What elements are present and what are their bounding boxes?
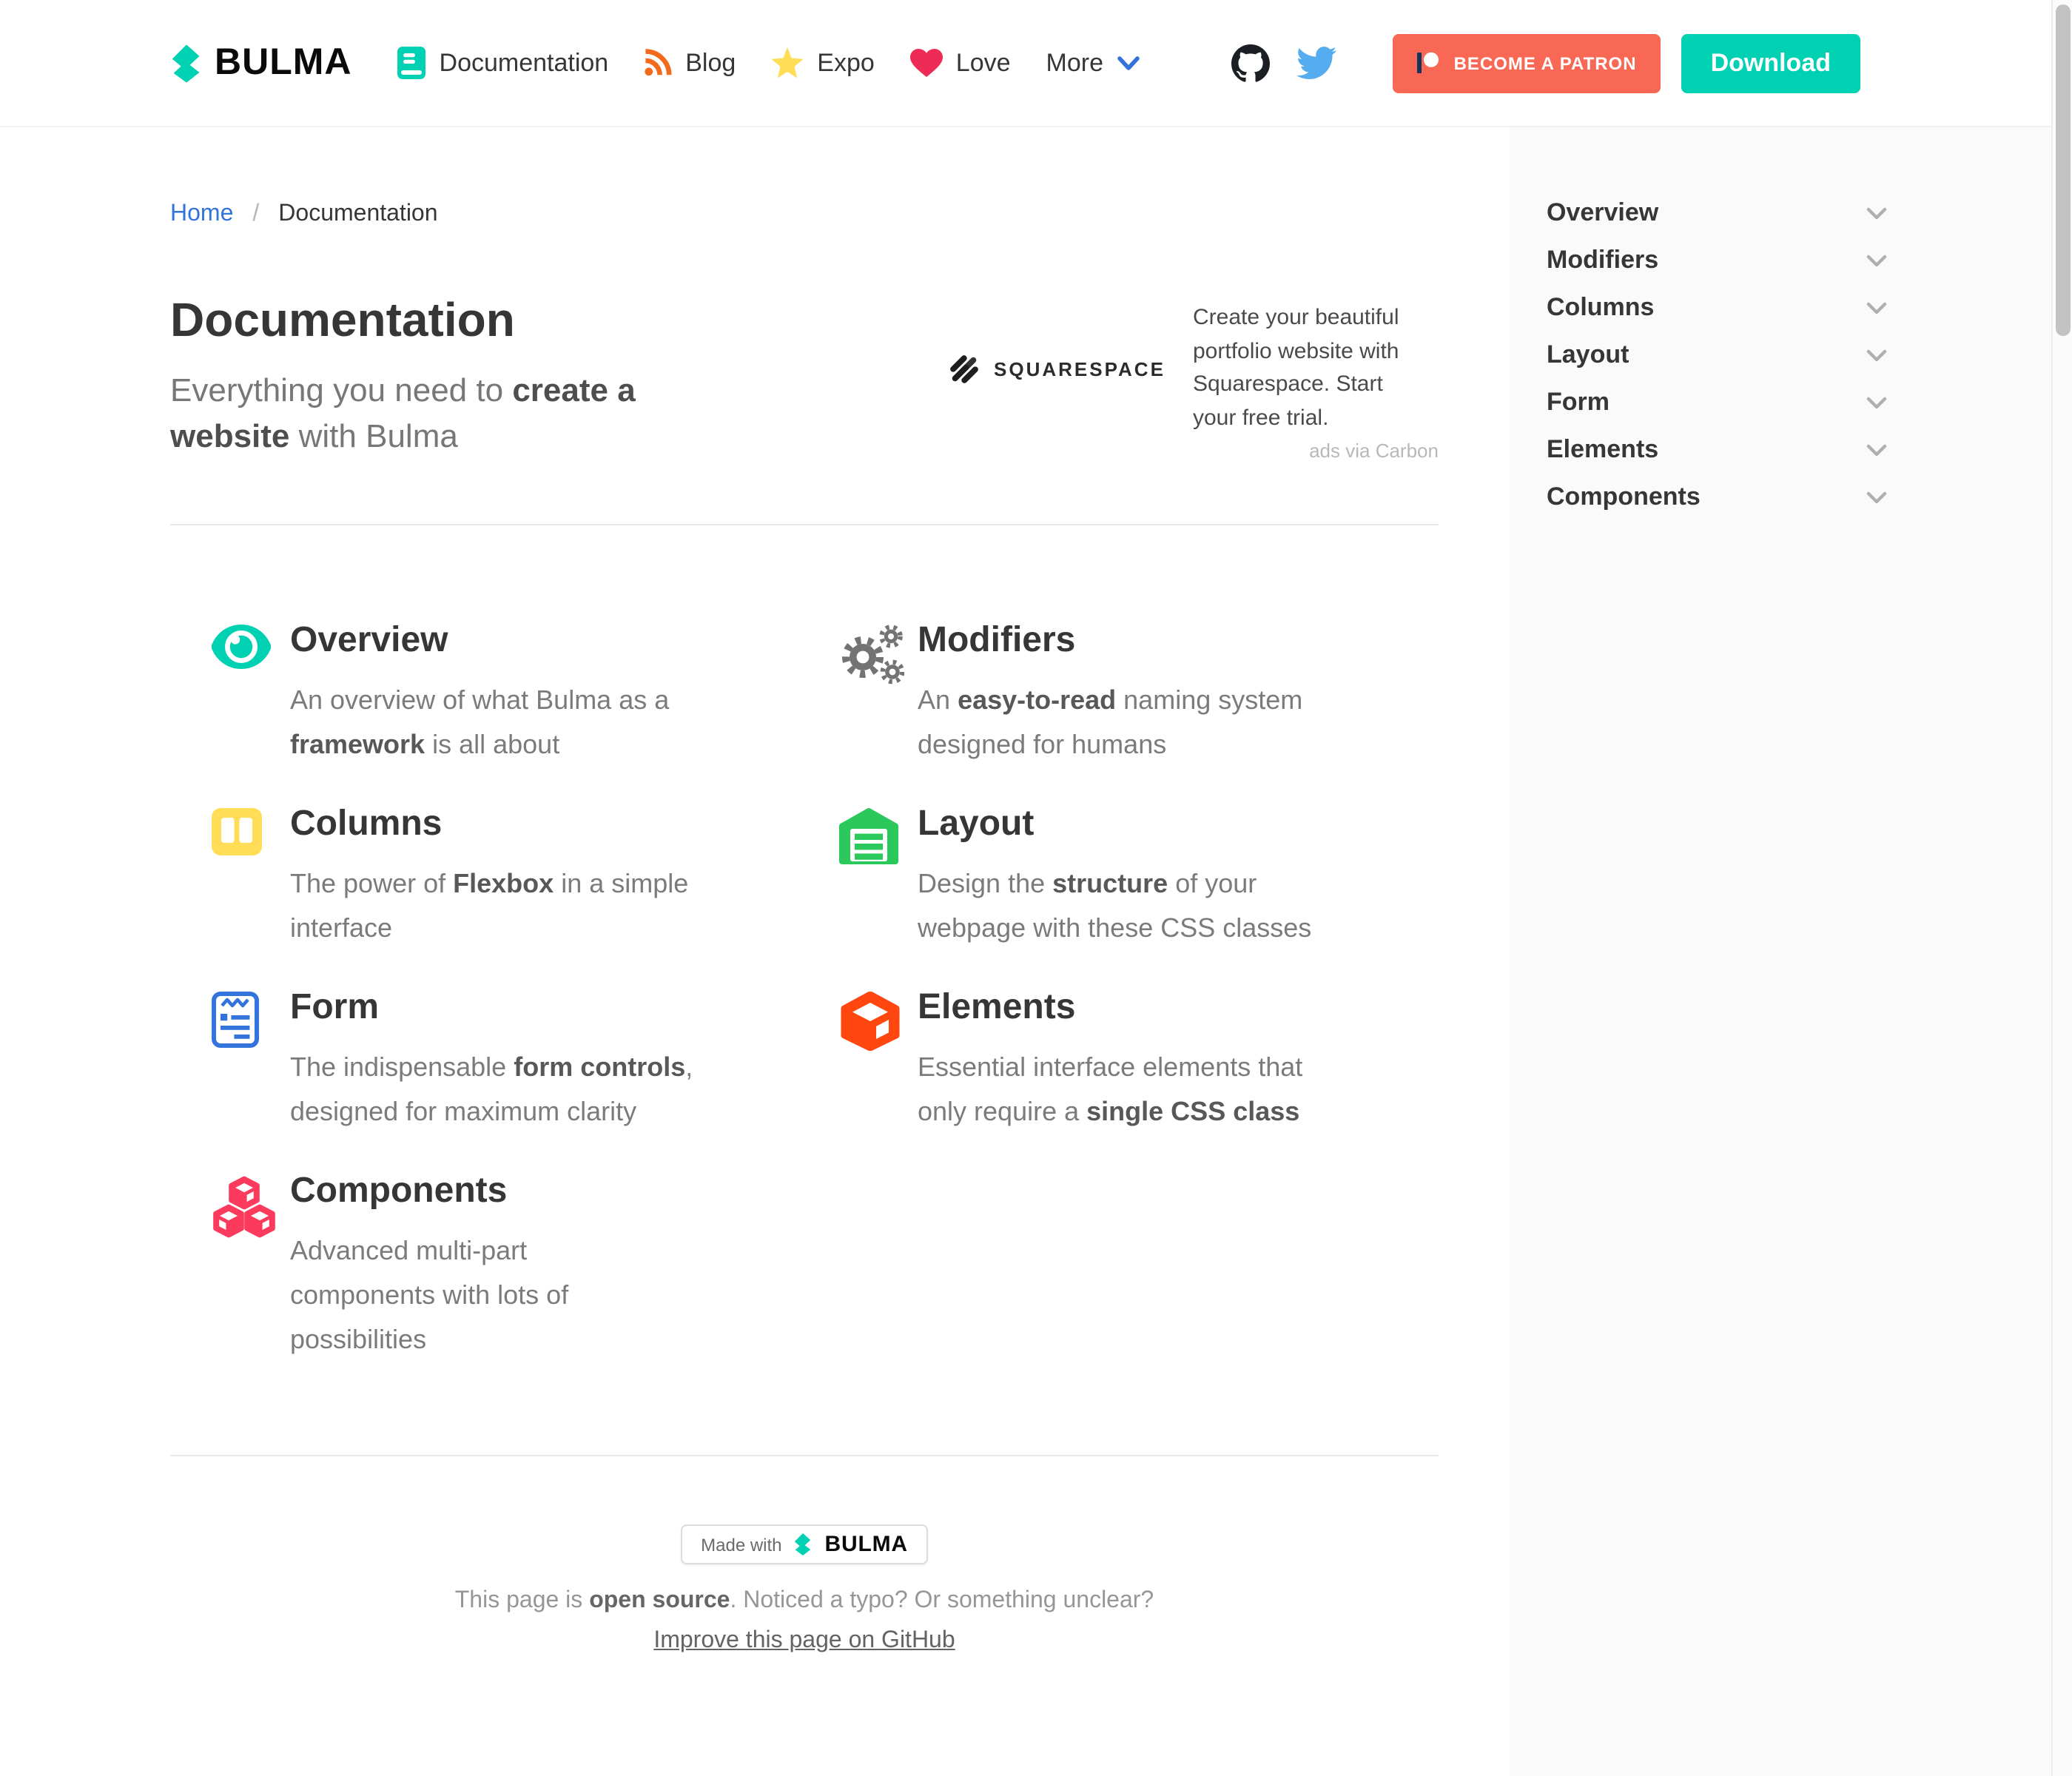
form-clipboard-icon [212,987,277,1134]
nav-label: Love [955,48,1011,76]
sidebar-item-label: Elements [1547,435,1659,463]
chevron-down-icon[interactable] [1866,206,1887,220]
cubes-icon [212,1171,277,1362]
chevron-down-icon[interactable] [1866,396,1887,409]
badge-brand-text: BULMA [824,1532,908,1557]
squarespace-logo[interactable] [918,350,1193,387]
scrollbar-track[interactable] [2051,0,2072,1776]
sidebar-item-label: Columns [1547,293,1655,321]
breadcrumb-home-link[interactable]: Home [170,201,234,226]
made-with-label: Made with [701,1534,782,1555]
chevron-down-icon [1117,56,1139,70]
anchor-sidebar [1510,127,2051,1776]
chevron-down-icon[interactable] [1866,301,1887,314]
eye-icon [212,620,277,767]
divider [170,524,1439,525]
chevron-down-icon[interactable] [1866,491,1887,504]
main-content [0,127,1510,1655]
ads-via-carbon-link[interactable]: ads via Carbon [1309,440,1439,462]
sidebar-item-label: Layout [1547,340,1629,369]
squarespace-mark-icon [945,350,982,387]
doc-sections-grid [212,620,1439,1399]
section-desc: Design the structure of your webpage with these CSS classes [918,869,1312,943]
bulma-gem-icon [794,1533,813,1555]
brand-logo[interactable] [170,41,352,84]
nav-item-expo[interactable] [771,47,875,78]
nav-item-love[interactable] [910,48,1011,78]
section-title: Form [290,987,379,1027]
grid-item-form[interactable] [212,987,839,1134]
cube-icon [839,987,904,1134]
grid-item-columns[interactable] [212,804,839,950]
heart-icon [910,49,943,77]
grid-item-elements[interactable] [839,987,1467,1134]
section-title: Columns [290,804,443,844]
sidebar-item-label: Form [1547,388,1610,416]
nav-label: Documentation [439,48,609,76]
nav-label: Blog [685,48,736,76]
section-title: Layout [918,804,1035,844]
navbar [0,0,2051,127]
brand-text: BULMA [215,41,352,83]
page-footer [170,1456,1439,1655]
sidebar-menu [1510,127,1887,521]
carbon-ad-text[interactable]: Create your beautiful portfolio website with Squarespace. Start your free trial. [1193,305,1399,430]
grid-item-overview[interactable] [212,620,839,767]
title-block [170,290,918,462]
nav-label: Expo [817,48,875,76]
sidebar-item[interactable] [1547,237,1887,284]
chevron-down-icon[interactable] [1866,349,1887,362]
sidebar-item-label: Overview [1547,198,1659,226]
squarespace-wordmark: SQUARESPACE [994,357,1166,380]
page-header [170,290,1439,462]
sidebar-item-label: Modifiers [1547,246,1659,274]
nav-item-blog[interactable] [644,48,736,78]
carbon-ad-row [918,302,1439,435]
sidebar-item[interactable] [1547,189,1887,237]
grid-item-components[interactable] [212,1171,839,1362]
gears-icon [839,620,904,767]
section-desc: Essential interface elements that only require a single CSS class [918,1052,1303,1126]
download-button[interactable]: Download [1681,33,1860,92]
nav-right [1232,33,1860,92]
section-desc: The indispensable form controls, designed for maximum clarity [290,1052,693,1126]
page-subtitle: Everything you need to create a website with Bulma [170,371,636,454]
sidebar-item[interactable] [1547,332,1887,379]
sidebar-item[interactable] [1547,426,1887,474]
section-title: Elements [918,987,1076,1027]
section-desc: Advanced multi-part components with lots of possibilities [290,1236,569,1354]
become-a-patron-button[interactable] [1393,33,1661,92]
columns-icon [212,804,277,950]
grid-item-modifiers[interactable] [839,620,1467,767]
grid-item-layout[interactable] [839,804,1467,950]
patreon-icon [1417,52,1441,74]
improve-page-github-link[interactable]: Improve this page on GitHub [653,1628,955,1653]
section-desc: An overview of what Bulma as a framework is all about [290,685,670,759]
sidebar-item-label: Components [1547,482,1701,511]
sidebar-item[interactable] [1547,284,1887,332]
sidebar-item[interactable] [1547,379,1887,426]
nav-label: More [1046,48,1103,76]
made-with-bulma-badge[interactable] [680,1524,929,1564]
layout-building-icon [839,804,904,950]
section-desc: The power of Flexbox in a simple interface [290,869,689,943]
section-desc: An easy-to-read naming system designed for humans [918,685,1303,759]
section-title: Components [290,1171,508,1211]
bulma-gem-icon [170,44,203,82]
sidebar-item[interactable] [1547,474,1887,521]
breadcrumb-current[interactable]: Documentation [278,201,438,226]
nav-items [397,46,1139,80]
section-title: Overview [290,620,448,660]
page-title: Documentation [170,293,515,346]
breadcrumb-separator: / [252,201,260,226]
chevron-down-icon[interactable] [1866,254,1887,267]
chevron-down-icon[interactable] [1866,443,1887,457]
nav-item-documentation[interactable] [397,46,609,80]
rss-icon [644,49,672,77]
nav-item-more[interactable] [1046,48,1139,78]
scrollbar-thumb[interactable] [2056,4,2071,336]
star-icon [771,47,804,78]
section-title: Modifiers [918,620,1076,660]
github-icon[interactable] [1232,44,1271,82]
carbon-ad [918,302,1439,462]
breadcrumb [170,201,1439,228]
open-source-note: This page is open source. Noticed a typo? Or something unclear? [454,1588,1154,1613]
patron-label: BECOME A PATRON [1453,53,1637,73]
twitter-icon[interactable] [1297,43,1337,83]
book-icon [397,46,426,80]
